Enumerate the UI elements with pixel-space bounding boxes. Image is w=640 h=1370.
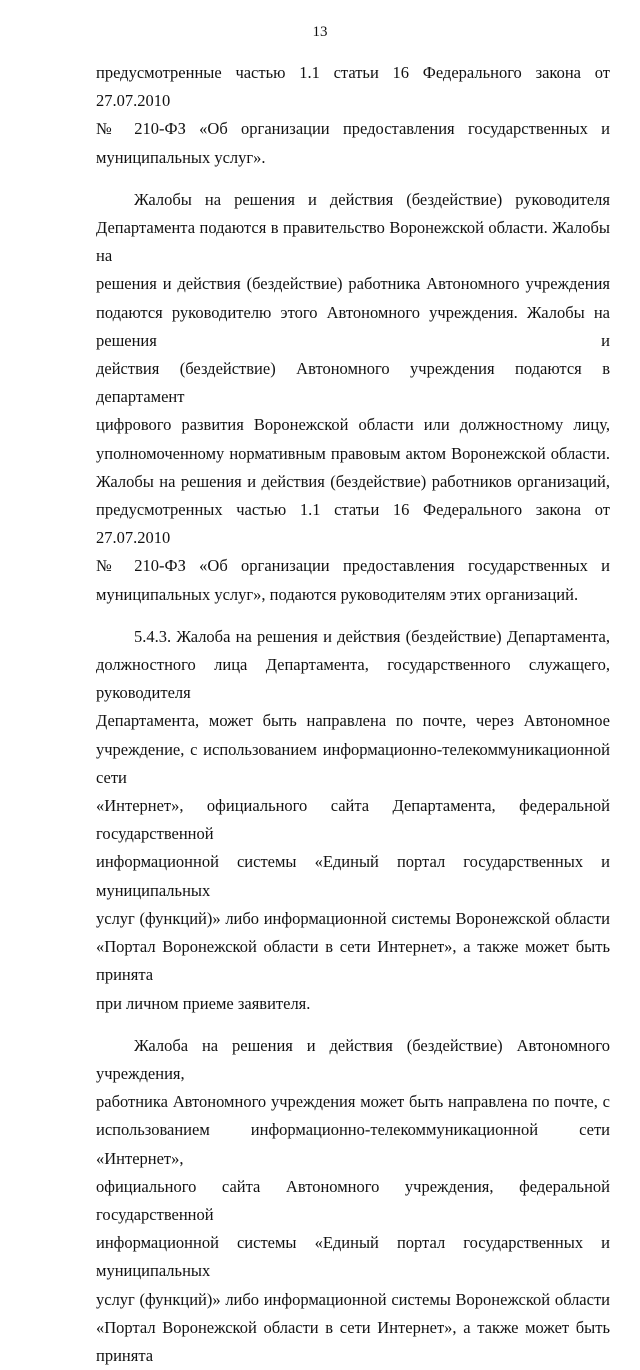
text-line: должностного лица Департамента, государственного служащего, руководителя [96, 655, 610, 703]
text-line: 5.4.3. Жалоба на решения и действия (бездействие) Департамента, [134, 626, 610, 646]
text-line: действия (бездействие) Автономного учреждения подаются в департамент [96, 359, 610, 407]
text-line: при личном приеме заявителя. [96, 993, 311, 1013]
paragraph-1 [96, 59, 610, 172]
text-line: услуг (функций)» либо информационной системы Воронежской области [96, 908, 610, 928]
text-line: цифрового развития Воронежской области или должностному лицу, [96, 415, 610, 435]
text-line: муниципальных услуг». [96, 147, 266, 167]
text-line: уполномоченному нормативным правовым актом Воронежской области. [96, 443, 610, 463]
text-line: Департамента, может быть направлена по почте, через Автономное [96, 711, 610, 731]
text-line: «Портал Воронежской области в сети Интернет», а также может быть принята [96, 937, 610, 985]
text-line: работника Автономного учреждения может быть направлена по почте, с [96, 1092, 610, 1112]
text-line: Департамента подаются в правительство Воронежской области. Жалобы на [96, 218, 610, 266]
text-line: «Портал Воронежской области в сети Интернет», а также может быть принята [96, 1317, 610, 1365]
text-line: Жалоба на решения и действия (бездействие) Автономного учреждения, [96, 1035, 610, 1083]
text-line: использованием информационно-телекоммуникационной сети «Интернет», [96, 1120, 610, 1168]
text-line: предусмотренные частью 1.1 статьи 16 Федерального закона от 27.07.2010 [96, 63, 610, 111]
page-number: 13 [312, 24, 328, 40]
text-line: информационной системы «Единый портал государственных и муниципальных [96, 1233, 610, 1281]
text-line: подаются руководителю этого Автономного учреждения. Жалобы на решения и [96, 302, 610, 350]
text-line: услуг (функций)» либо информационной системы Воронежской области [96, 1289, 610, 1309]
paragraph-4 [96, 1032, 610, 1370]
paragraph-2 [96, 186, 610, 609]
text-line: «Интернет», официального сайта Департамента, федеральной государственной [96, 796, 610, 844]
text-line: учреждение, с использованием информационно-телекоммуникационной сети [96, 739, 610, 787]
text-line: Жалобы на решения и действия (бездействие) работников организаций, [96, 471, 610, 491]
text-line: предусмотренных частью 1.1 статьи 16 Федерального закона от 27.07.2010 [96, 500, 610, 548]
text-line: Жалобы на решения и действия (бездействие) руководителя [134, 189, 610, 209]
text-line: муниципальных услуг», подаются руководителям этих организаций. [96, 584, 579, 604]
text-line: официального сайта Автономного учреждения, федеральной государственной [96, 1176, 610, 1224]
paragraph-3 [96, 623, 610, 1018]
text-line: № 210-ФЗ «Об организации предоставления государственных и [96, 556, 610, 576]
body-text [96, 59, 610, 1370]
text-line: № 210-ФЗ «Об организации предоставления государственных и [96, 119, 610, 139]
text-line: информационной системы «Единый портал государственных и муниципальных [96, 852, 610, 900]
text-line: решения и действия (бездействие) работника Автономного учреждения [96, 274, 610, 294]
